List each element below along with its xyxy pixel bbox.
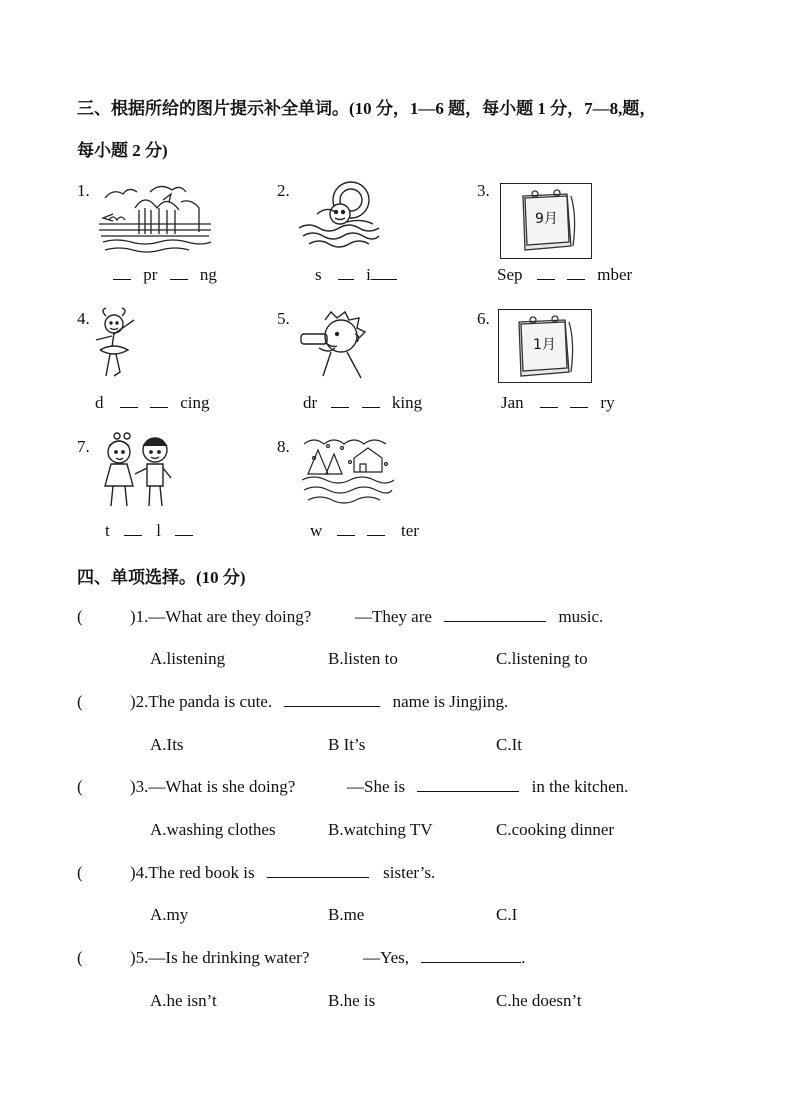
q4-option-a[interactable]: A.my [150, 905, 189, 924]
item5-part-king: king [391, 393, 423, 412]
item6-answer [501, 393, 615, 413]
item2-part-s: s [315, 265, 322, 284]
section4-title: 四、单项选择。(10 分) [77, 568, 246, 587]
january-calendar-label: 1月 [533, 337, 556, 353]
q2-question-tail: name is Jingjing. [392, 692, 509, 711]
q5-question: )5.—Is he drinking water? [130, 948, 310, 967]
item4-blank-2[interactable] [150, 393, 168, 408]
item8-part-w: w [310, 521, 323, 540]
item5-part-dr: dr [303, 393, 318, 412]
item5-blank-2[interactable] [362, 393, 380, 408]
item5-answer [303, 393, 422, 413]
q3-option-c[interactable]: C.cooking dinner [496, 820, 615, 839]
item2-blank-1[interactable] [338, 265, 354, 280]
item4-part-cing: cing [180, 393, 210, 412]
item1-blank-1[interactable] [113, 265, 131, 280]
item8-part-ter: ter [401, 521, 419, 540]
item8-number: 8. [277, 437, 290, 456]
q5-reply-tail: . [521, 948, 526, 967]
item4-number: 4. [77, 309, 90, 328]
september-calendar-picture [500, 183, 592, 259]
item2-number: 2. [277, 181, 290, 200]
september-calendar-label: 9月 [535, 211, 558, 227]
item3-blank-2[interactable] [567, 265, 585, 280]
q4-question-tail: sister’s. [383, 863, 436, 882]
q4-option-b[interactable]: B.me [328, 905, 365, 924]
item8-blank-2[interactable] [367, 521, 385, 536]
item6-number: 6. [477, 309, 490, 328]
q5-reply [363, 948, 526, 968]
talking-children-picture [95, 432, 180, 514]
q1-option-b[interactable]: B.listen to [328, 649, 398, 668]
section3-title-line1: 三、根据所给的图片提示补全单词。(10 分，1—6 题，每小题 1 分，7—8,题， [77, 99, 657, 118]
item1-blank-2[interactable] [170, 265, 188, 280]
q2-option-a[interactable]: A.Its [150, 735, 184, 754]
q1-question: )1.—What are they doing? [130, 607, 312, 626]
q1-option-a[interactable]: A.listening [150, 649, 226, 668]
q1-option-c[interactable]: C.listening to [496, 649, 588, 668]
item3-answer [497, 265, 632, 285]
q3-option-b[interactable]: B.watching TV [328, 820, 433, 839]
q5-option-c[interactable]: C.he doesn’t [496, 991, 582, 1010]
item5-blank-1[interactable] [331, 393, 349, 408]
item5-number: 5. [277, 309, 290, 328]
q5-blank[interactable] [421, 948, 521, 963]
q1-reply-tail: music. [558, 607, 604, 626]
q3-question: )3.—What is she doing? [130, 777, 296, 796]
item3-part-sep: Sep [497, 265, 523, 284]
item1-answer [113, 265, 217, 285]
q4-blank[interactable] [267, 863, 369, 878]
q5-paren[interactable]: ( [77, 948, 83, 967]
drinking-boy-picture [295, 308, 370, 386]
january-calendar-picture [498, 309, 592, 383]
item7-blank-2[interactable] [175, 521, 193, 536]
item8-answer [310, 521, 419, 541]
dancing-girl-picture [92, 306, 142, 384]
q1-reply [355, 607, 603, 627]
spring-scene-picture [95, 180, 215, 258]
item3-part-mber: mber [597, 265, 633, 284]
q2-blank[interactable] [284, 692, 380, 707]
q2-option-b[interactable]: B It’s [328, 735, 366, 754]
item7-answer [105, 521, 193, 541]
item3-blank-1[interactable] [537, 265, 555, 280]
q5-option-b[interactable]: B.he is [328, 991, 376, 1010]
q4-question-text: )4.The red book is [130, 863, 255, 882]
item8-blank-1[interactable] [337, 521, 355, 536]
item4-blank-1[interactable] [120, 393, 138, 408]
item1-part-ng: ng [199, 265, 217, 284]
q2-option-c[interactable]: C.It [496, 735, 522, 754]
swimming-boy-picture [295, 178, 385, 248]
q3-reply-text: —She is [347, 777, 406, 796]
item7-part-t: t [105, 521, 110, 540]
item6-part-jan: Jan [501, 393, 524, 412]
q5-reply-text: —Yes, [363, 948, 409, 967]
q1-paren[interactable]: ( [77, 607, 83, 626]
q3-blank[interactable] [417, 777, 519, 792]
item4-answer [95, 393, 210, 413]
q3-reply [347, 777, 628, 797]
q3-paren[interactable]: ( [77, 777, 83, 796]
q2-paren[interactable]: ( [77, 692, 83, 711]
item2-blank-2[interactable] [371, 265, 397, 280]
item7-number: 7. [77, 437, 90, 456]
q5-option-a[interactable]: A.he isn’t [150, 991, 217, 1010]
item4-part-d: d [95, 393, 104, 412]
item2-part-i: i [366, 265, 371, 284]
item6-blank-1[interactable] [540, 393, 558, 408]
item1-number: 1. [77, 181, 90, 200]
q3-reply-tail: in the kitchen. [531, 777, 629, 796]
q1-reply-text: —They are [355, 607, 432, 626]
item7-blank-1[interactable] [124, 521, 142, 536]
q2-question-text: )2.The panda is cute. [130, 692, 273, 711]
q4-paren[interactable]: ( [77, 863, 83, 882]
q2-question [130, 692, 508, 712]
item2-answer [315, 265, 397, 285]
item7-part-l: l [156, 521, 161, 540]
q4-option-c[interactable]: C.I [496, 905, 518, 924]
section3-title-line2: 每小题 2 分) [77, 141, 168, 160]
winter-scene-picture [298, 434, 394, 506]
q4-question [130, 863, 435, 883]
q3-option-a[interactable]: A.washing clothes [150, 820, 276, 839]
item6-blank-2[interactable] [570, 393, 588, 408]
item6-part-ry: ry [600, 393, 615, 412]
item3-number: 3. [477, 181, 490, 200]
item1-part-pr: pr [143, 265, 158, 284]
q1-blank[interactable] [444, 607, 546, 622]
